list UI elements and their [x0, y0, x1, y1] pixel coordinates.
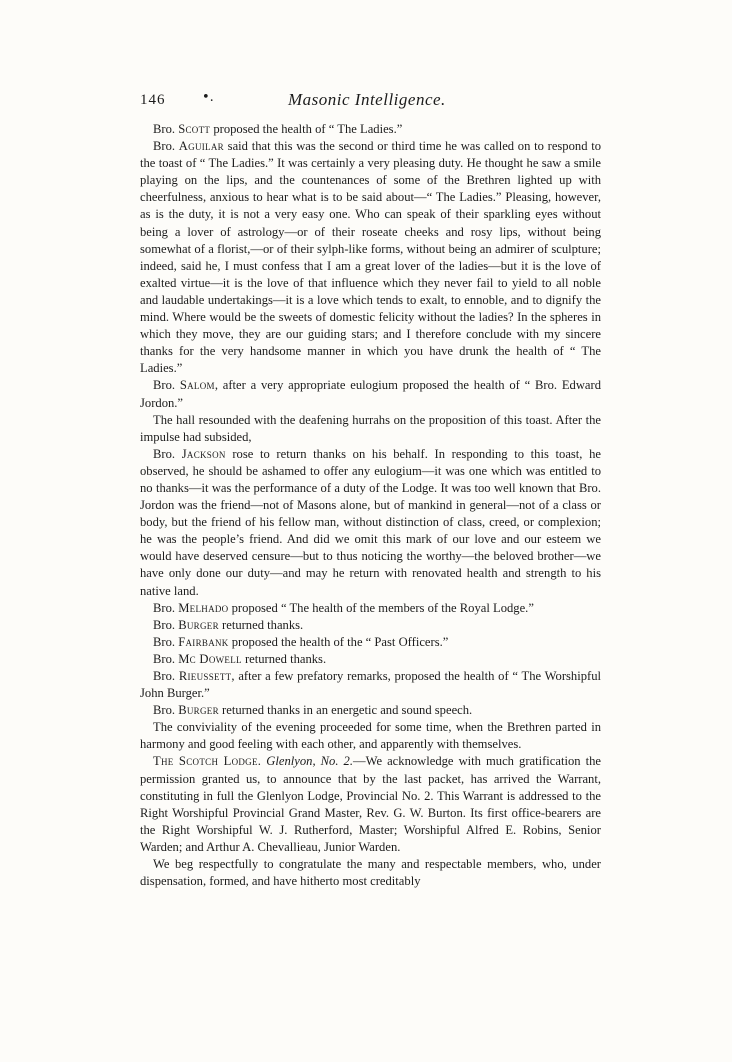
paragraph: [140, 719, 601, 753]
text-run: The conviviality of the evening proceeded for some time, when the Brethren parted in harmony and good feeling with each other, and apparently with themselves.: [140, 720, 601, 752]
small-caps-name: Mc Dowell: [178, 651, 242, 666]
paragraph: [140, 702, 601, 719]
text-run: We beg respectfully to congratulate the many and respectable members, who, under dispensation, formed, and have hitherto most creditably: [140, 857, 601, 889]
text-run: Bro.: [153, 378, 180, 393]
article-body: [140, 121, 601, 890]
text-run: Bro.: [153, 446, 182, 461]
text-run: Bro.: [153, 651, 179, 666]
text-run: , after a very appropriate eulogium proposed the health of “ Bro. Edward Jordon.”: [140, 378, 601, 410]
paragraph: [140, 668, 601, 702]
paragraph: [140, 377, 601, 411]
running-title: Masonic Intelligence.: [288, 90, 446, 109]
text-run: Bro.: [153, 617, 179, 632]
paragraph: [140, 617, 601, 634]
text-run: Bro.: [153, 669, 179, 683]
paragraph: [140, 412, 601, 446]
paragraph: [140, 634, 601, 651]
paragraph: [140, 446, 601, 600]
text-run: returned thanks in an energetic and sound speech.: [218, 703, 473, 718]
page-header: [140, 90, 600, 112]
text-run: Bro.: [153, 139, 179, 154]
text-run: proposed the health of the “ Past Officers.”: [228, 634, 449, 649]
paragraph: [140, 121, 601, 138]
small-caps-name: The Scotch Lodge.: [153, 754, 262, 769]
italic-text: Glenlyon, No. 2.: [266, 754, 353, 769]
text-run: Bro.: [153, 634, 179, 649]
small-caps-name: Melhado: [178, 600, 229, 615]
text-run: proposed “ The health of the members of the Royal Lodge.”: [228, 600, 534, 615]
small-caps-name: Salom: [179, 378, 215, 393]
text-run: , after a few prefatory remarks, proposed the health of “ The Worshipful John Burger.”: [140, 669, 601, 701]
paragraph: [140, 600, 601, 617]
paragraph: [140, 753, 601, 856]
small-caps-name: Jackson: [181, 446, 226, 461]
text-run: Bro.: [153, 122, 179, 136]
paragraph: [140, 651, 601, 668]
small-caps-name: Burger: [178, 617, 219, 632]
text-run: proposed the health of “ The Ladies.”: [210, 122, 403, 136]
header-ornament: •.: [202, 90, 214, 105]
text-run: returned thanks.: [218, 617, 304, 632]
text-run: returned thanks.: [241, 651, 327, 666]
text-run: rose to return thanks on his behalf. In responding to this toast, he observed, he should be ashamed to offer any eulogium—it was one which was entitled to no thanks—it was the performance of a duty of the Lodge. It was too well known that Bro. Jordon was the friend—not of Masons alone, but of mankind in general—not of a class or body, but the friend of his fellow man, without distinction of class, creed, or complexion; he was the people’s friend. And did we omit this mark of our love and our esteem we would have deserved censure—but to thus noticing the worthy—the beloved brother—we have only done our duty—and may he return with renovated health and strength to his native land.: [140, 446, 601, 598]
small-caps-name: Burger: [178, 703, 219, 718]
small-caps-name: Rieussett: [178, 669, 232, 683]
small-caps-name: Aguilar: [178, 139, 224, 154]
small-caps-name: Scott: [178, 122, 211, 136]
text-run: Worshipful Provincial Grand Master, Rev. G. W. Burton. Its first office-bearers are the Right Worshipful W. J. Rutherford, Master; Worshipful Alfred E. Robins, Senior Warden; and Arthur A. Chevallieau, Junior Warden.: [140, 805, 601, 854]
text-run: Bro.: [153, 600, 179, 615]
text-run: The hall resounded with the deafening hurrahs on the proposition of this toast. After the impulse had subsided,: [140, 412, 601, 444]
small-caps-name: Fairbank: [178, 634, 229, 649]
paragraph: [140, 138, 601, 377]
text-run: Bro.: [153, 703, 179, 718]
text-run: said that this was the second or third time he was called on to respond to the toast of “ The Ladies.” It was certainly a very pleasing duty. He thought he saw a smile playing on the lips, and the countenances of some of the Brethren lighted up with cheerfulness, anxious to hear what is to be said about—“ The Ladies.” Pleasing, however, as is the duty, it is not a very easy one. Who can speak of their sparkling eyes without being a lover of astrology—or of their roseate cheeks and rosy lips, without being somewhat of a florist,—or of their sylph-like forms, without being an admirer of sculpture; indeed, said he, I must confess that I am a great lover of the ladies—but it is the love of exalted virtue—it is the love of that influence which they never fail to yield to all noble and laudable undertakings—it is a love which tends to exalt, to ennoble, and to dignify the mind. Where would be the sweets of domestic felicity without the ladies? In the spheres in which they move, they are our guiding stars; and I therefore conclude with my sincere thanks for the very handsome manner in which you have drunk the health of “ The Ladies.”: [140, 139, 602, 376]
text-run: —We acknowledge with much gratification the permission granted us, to announce that by the last packet, has arrived the Warrant, constituting in full the Glenlyon Lodge, Provincial No. 2. This Warrant is addressed to the Right: [140, 754, 601, 820]
paragraph: [140, 856, 601, 890]
page-number: 146: [140, 92, 166, 108]
